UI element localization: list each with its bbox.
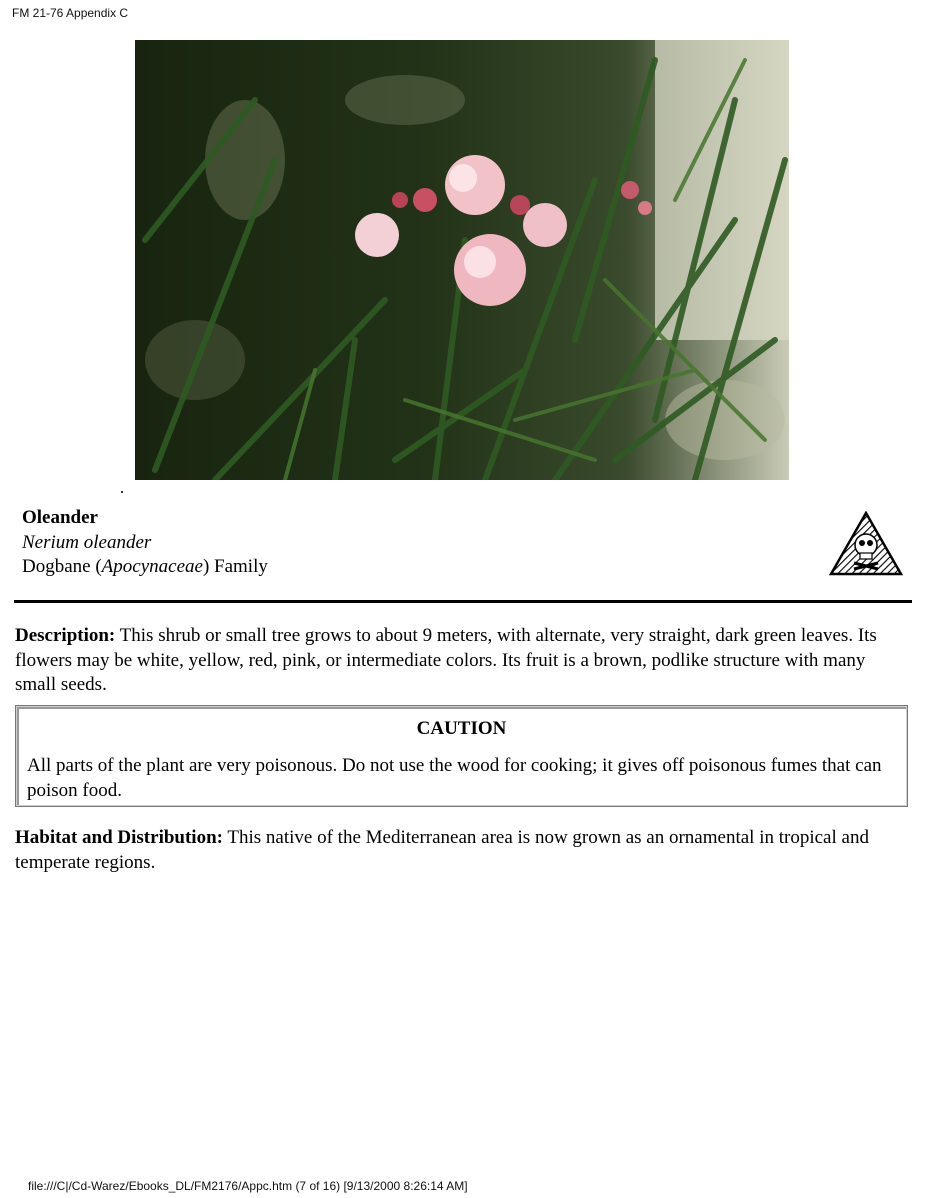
habitat-label: Habitat and Distribution:: [15, 827, 223, 848]
plant-family: [22, 556, 268, 578]
caution-title: CAUTION: [416, 718, 507, 739]
family-latin-name: Apocynaceae: [101, 556, 203, 577]
oleander-photo: [135, 40, 789, 480]
family-prefix: Dogbane (: [22, 556, 102, 577]
plant-scientific-name: Nerium oleander: [22, 532, 152, 553]
caution-text: All parts of the plant are very poisonous. Do not use the wood for cooking; it gives off poisonous fumes that can poison food.: [27, 755, 882, 801]
page-header: FM 21-76 Appendix C: [12, 6, 129, 20]
caution-box: [15, 705, 908, 807]
description-text: This shrub or small tree grows to about 9 meters, with alternate, very straight, dark green leaves. Its flowers may be white, yellow, red, pink, or intermediate colors. Its fruit is a brown, podlike structure with many small seeds.: [15, 625, 877, 695]
description-paragraph: [15, 624, 895, 698]
habitat-text: This native of the Mediterranean area is now grown as an ornamental in tropical and temperate regions.: [15, 827, 869, 873]
family-suffix: ) Family: [202, 556, 268, 577]
stray-dot: [121, 491, 123, 493]
plant-common-name: Oleander: [22, 507, 98, 528]
poison-skull-icon: [829, 511, 903, 577]
section-divider: [14, 600, 912, 603]
description-label: Description:: [15, 625, 116, 646]
habitat-paragraph: [15, 826, 895, 875]
page-footer: file:///C|/Cd-Warez/Ebooks_DL/FM2176/Appc.htm (7 of 16) [9/13/2000 8:26:14 AM]: [28, 1179, 468, 1193]
